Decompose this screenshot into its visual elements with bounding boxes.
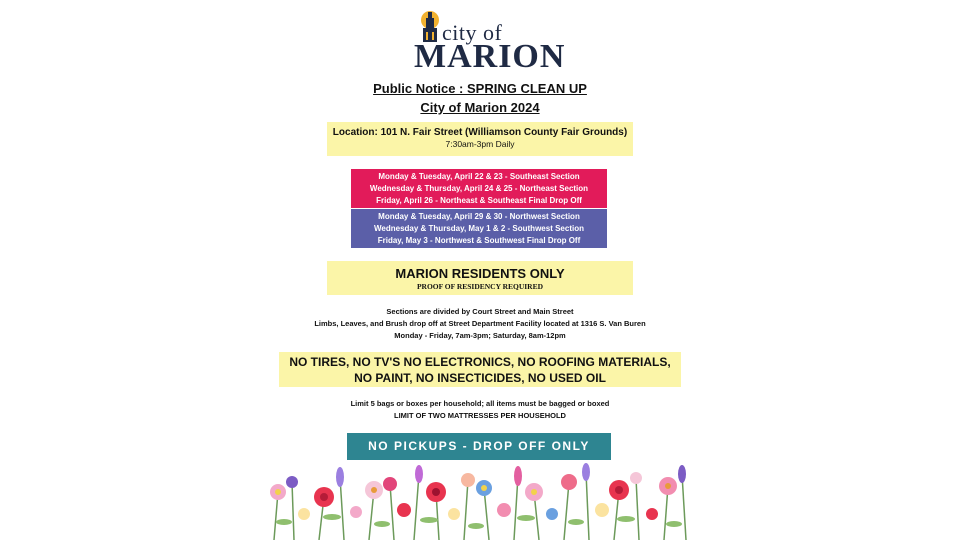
- info-line: Limbs, Leaves, and Brush drop off at Street Department Facility located at 1316 S. Van Buren: [314, 319, 646, 328]
- city-logo: [414, 10, 566, 75]
- schedule-week2: [351, 209, 607, 248]
- schedule-line: Monday & Tuesday, April 22 & 23 - Southeast Section: [378, 172, 580, 181]
- residents-box: [327, 261, 633, 295]
- location-hours: 7:30am-3pm Daily: [445, 139, 515, 149]
- schedule-line: Wednesday & Thursday, April 24 & 25 - Northeast Section: [369, 184, 589, 193]
- notice-subtitle: City of Marion 2024: [420, 100, 540, 115]
- logo-marion-text: MARION: [414, 38, 566, 75]
- residents-note: PROOF OF RESIDENCY REQUIRED: [416, 282, 544, 291]
- schedule-week1: [351, 169, 607, 208]
- info-line: Monday - Friday, 7am-3pm; Saturday, 8am-12pm: [394, 331, 566, 340]
- schedule-line: Monday & Tuesday, April 29 & 30 - Northwest Section: [378, 212, 580, 221]
- flyer: [264, 0, 696, 540]
- location-text: Location: 101 N. Fair Street (Williamson County Fair Grounds): [332, 127, 628, 138]
- schedule-line: Wednesday & Thursday, May 1 & 2 - Southwest Section: [374, 224, 584, 233]
- schedule-line: Friday, May 3 - Northwest & Southwest Final Drop Off: [377, 236, 581, 245]
- drop-off-banner: NO PICKUPS - DROP OFF ONLY: [347, 433, 611, 460]
- residents-title: MARION RESIDENTS ONLY: [395, 266, 565, 281]
- logo-city-text: city of: [442, 20, 503, 45]
- flower-border-illustration: [264, 462, 696, 540]
- location-box: [327, 122, 633, 156]
- limits-block: [264, 398, 696, 422]
- limit-line: LIMIT OF TWO MATTRESSES PER HOUSEHOLD: [394, 411, 566, 420]
- limit-line: Limit 5 bags or boxes per household; all items must be bagged or boxed: [350, 399, 610, 408]
- restrictions-box: [279, 352, 681, 387]
- restriction-line: NO PAINT, NO INSECTICIDES, NO USED OIL: [354, 371, 606, 385]
- schedule-line: Friday, April 26 - Northeast & Southeast Final Drop Off: [376, 196, 582, 205]
- info-block: [264, 306, 696, 342]
- restriction-line: NO TIRES, NO TV'S NO ELECTRONICS, NO ROOFING MATERIALS,: [289, 355, 671, 369]
- info-line: Sections are divided by Court Street and Main Street: [386, 307, 574, 316]
- notice-title: Public Notice : SPRING CLEAN UP: [373, 81, 587, 96]
